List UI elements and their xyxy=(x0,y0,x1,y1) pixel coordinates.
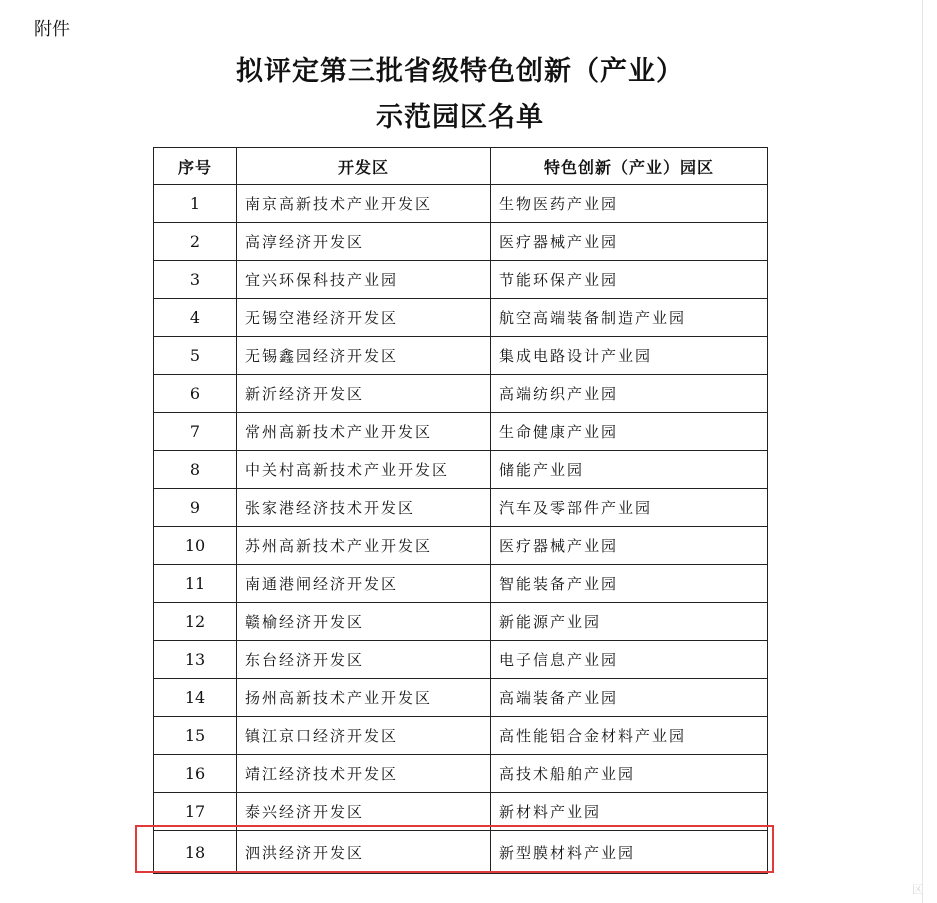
row-serial-number: 3 xyxy=(154,261,237,299)
table-row xyxy=(154,641,768,679)
row-development-zone: 新沂经济开发区 xyxy=(237,375,491,413)
row-featured-park: 集成电路设计产业园 xyxy=(491,337,768,375)
row-featured-park: 高技术船舶产业园 xyxy=(491,755,768,793)
row-development-zone: 扬州高新技术产业开发区 xyxy=(237,679,491,717)
row-development-zone: 中关村高新技术产业开发区 xyxy=(237,451,491,489)
corner-watermark: 区 xyxy=(912,883,923,896)
row-featured-park: 高端装备产业园 xyxy=(491,679,768,717)
table-row xyxy=(154,717,768,755)
row-development-zone: 泰兴经济开发区 xyxy=(237,793,491,831)
row-featured-park: 智能装备产业园 xyxy=(491,565,768,603)
row-featured-park: 节能环保产业园 xyxy=(491,261,768,299)
header-development-zone: 开发区 xyxy=(237,148,491,185)
row-featured-park: 生命健康产业园 xyxy=(491,413,768,451)
row-serial-number: 2 xyxy=(154,223,237,261)
document-title-line-1: 拟评定第三批省级特色创新（产业） xyxy=(236,56,684,87)
table-row xyxy=(154,451,768,489)
table-row xyxy=(154,337,768,375)
table-header-row xyxy=(154,148,768,185)
table-row xyxy=(154,831,768,874)
row-development-zone: 泗洪经济开发区 xyxy=(237,831,491,874)
table-row xyxy=(154,527,768,565)
row-serial-number: 7 xyxy=(154,413,237,451)
row-serial-number: 9 xyxy=(154,489,237,527)
row-serial-number: 18 xyxy=(154,831,237,874)
row-serial-number: 4 xyxy=(154,299,237,337)
row-serial-number: 15 xyxy=(154,717,237,755)
row-featured-park: 新型膜材料产业园 xyxy=(491,831,768,874)
row-featured-park: 医疗器械产业园 xyxy=(491,527,768,565)
row-serial-number: 5 xyxy=(154,337,237,375)
row-featured-park: 航空高端装备制造产业园 xyxy=(491,299,768,337)
row-featured-park: 新能源产业园 xyxy=(491,603,768,641)
table-body xyxy=(154,185,768,874)
row-featured-park: 高端纺织产业园 xyxy=(491,375,768,413)
row-development-zone: 常州高新技术产业开发区 xyxy=(237,413,491,451)
row-featured-park: 新材料产业园 xyxy=(491,793,768,831)
row-featured-park: 医疗器械产业园 xyxy=(491,223,768,261)
table-row xyxy=(154,679,768,717)
table-row xyxy=(154,413,768,451)
page-edge-divider xyxy=(922,0,923,903)
row-development-zone: 靖江经济技术开发区 xyxy=(237,755,491,793)
row-serial-number: 16 xyxy=(154,755,237,793)
header-featured-park: 特色创新（产业）园区 xyxy=(491,148,768,185)
park-list-table xyxy=(153,147,768,874)
row-development-zone: 赣榆经济开发区 xyxy=(237,603,491,641)
row-development-zone: 张家港经济技术开发区 xyxy=(237,489,491,527)
row-development-zone: 镇江京口经济开发区 xyxy=(237,717,491,755)
row-development-zone: 宜兴环保科技产业园 xyxy=(237,261,491,299)
document-title-line-2: 示范园区名单 xyxy=(376,102,544,133)
row-serial-number: 12 xyxy=(154,603,237,641)
header-serial-number: 序号 xyxy=(154,148,237,185)
table-row xyxy=(154,223,768,261)
row-serial-number: 6 xyxy=(154,375,237,413)
table-row xyxy=(154,489,768,527)
row-development-zone: 无锡鑫园经济开发区 xyxy=(237,337,491,375)
table-row xyxy=(154,185,768,223)
table-row xyxy=(154,565,768,603)
row-featured-park: 生物医药产业园 xyxy=(491,185,768,223)
row-serial-number: 11 xyxy=(154,565,237,603)
row-development-zone: 南京高新技术产业开发区 xyxy=(237,185,491,223)
row-featured-park: 高性能铝合金材料产业园 xyxy=(491,717,768,755)
row-featured-park: 汽车及零部件产业园 xyxy=(491,489,768,527)
row-featured-park: 储能产业园 xyxy=(491,451,768,489)
row-featured-park: 电子信息产业园 xyxy=(491,641,768,679)
attachment-label: 附件 xyxy=(34,19,70,40)
table-row xyxy=(154,755,768,793)
table-row xyxy=(154,603,768,641)
table-row xyxy=(154,793,768,831)
row-serial-number: 8 xyxy=(154,451,237,489)
row-development-zone: 高淳经济开发区 xyxy=(237,223,491,261)
table-row xyxy=(154,261,768,299)
row-serial-number: 17 xyxy=(154,793,237,831)
row-development-zone: 苏州高新技术产业开发区 xyxy=(237,527,491,565)
row-development-zone: 无锡空港经济开发区 xyxy=(237,299,491,337)
row-development-zone: 南通港闸经济开发区 xyxy=(237,565,491,603)
row-development-zone: 东台经济开发区 xyxy=(237,641,491,679)
row-serial-number: 10 xyxy=(154,527,237,565)
table-row xyxy=(154,299,768,337)
row-serial-number: 13 xyxy=(154,641,237,679)
table-row xyxy=(154,375,768,413)
row-serial-number: 14 xyxy=(154,679,237,717)
row-serial-number: 1 xyxy=(154,185,237,223)
